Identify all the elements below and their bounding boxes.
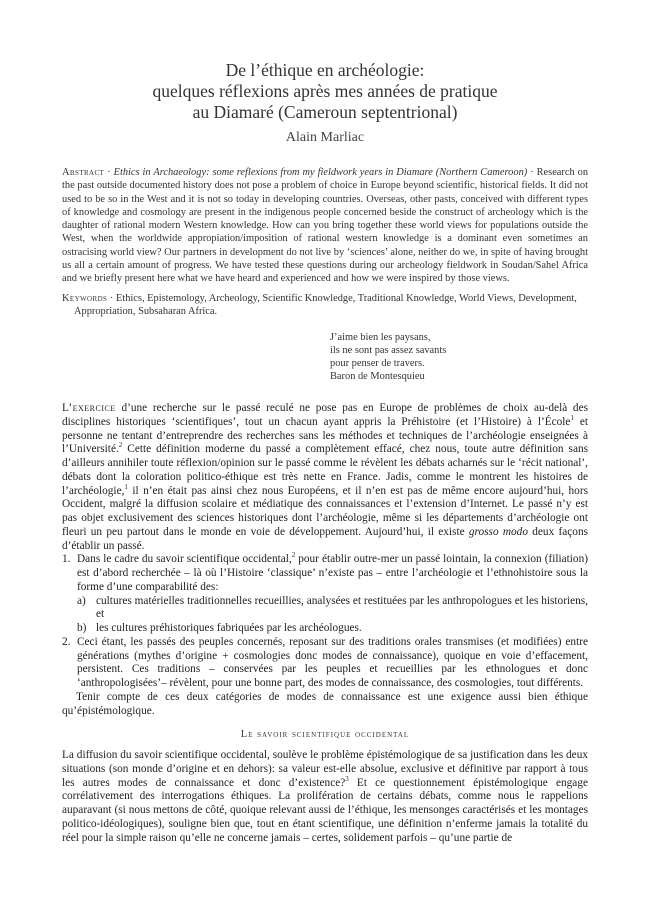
text-run: Ceci étant, les passés des peuples concernés, reposant sur des traditions orales transmises (et modifiées) entre générations (mythes d’origine + cosmologies donc modes de connaissance), quoique en voie d’effacement, persistent. Ces traditions – conservées par les peuples et recueillies par les ethnologues et donc ‘anthropologisées’– révèlent, pour une bonne part, des modes de connaissance, des cosmologies, tout différents. — [77, 635, 588, 689]
footnote-ref[interactable]: 2 — [118, 441, 123, 450]
footnote-ref[interactable]: 3 — [345, 774, 349, 783]
section-paragraph — [62, 749, 588, 845]
list-item-1 — [62, 553, 588, 594]
title-line-3: au Diamaré (Cameroun septentrional) — [192, 102, 458, 122]
body-text — [62, 402, 588, 718]
author-name: Alain Marliac — [285, 130, 365, 145]
keywords — [62, 292, 588, 319]
epigraph-line: ils ne sont pas assez savants — [330, 345, 447, 356]
text-run: les cultures préhistoriques fabriquées par les archéologues. — [96, 622, 362, 634]
list-item-2 — [62, 636, 588, 691]
text-run: il n’en était pas ainsi chez nous Européens, et il n’en est pas de même encore aujourd’hui, hors Occident, malgré la diffusion scolaire et médiatique des connaissances et l’extension d’Internet. Le passé n’y est pas objet exclusivement des sciences historiques dont l’archéologie, même si les départements d’archéologie ont fleuri un peu partout dans le monde en voie de développement. Aujourd’hui, il existe — [62, 484, 588, 538]
title-block — [0, 60, 650, 147]
title-line-1: De l’éthique en archéologie: — [225, 60, 425, 80]
epigraph-line: J’aime bien les paysans, — [330, 332, 431, 343]
sub-item-marker: b) — [77, 622, 87, 634]
text-run: pour établir outre-mer un passé lointain, la connexion (filiation) est d’abord recherchée – là où l’Histoire ‘classique’ n’existe pas – entre l’archéologie et l’ethnohistoire sous la forme d’une comparabilité des: — [77, 553, 588, 593]
keywords-separator: · — [107, 293, 116, 304]
keywords-label: Keywords — [62, 293, 108, 304]
sub-item-a — [62, 595, 588, 623]
abstract-text: Research on the past outside documented history does not pose a problem of choice in Europe beyond scientific, historical fields. It did not used to be so in the West and it is not so today in developing countries. Overseas, other pasts, conceived with different types of knowledge and cosmology are present in the indigenous people concerned beside the construct of archeology which is the daughter of rational modern Western knowledge. How can you bring together these world views for populations outside the West, when the worldwide appropiation/imposition of rational western knowledge is a dominant even sometimes an ostracising world view? Our partners in development do not live by ‘sciences’ alone, neither do we, in spite of having brought us all a certain amount of progress. We have tested these questions during our archeology fieldwork in Soudan/Sahel Africa and we briefly present here what we have heard and experienced and how we were inspired by those views. — [62, 167, 589, 285]
text-run: cultures matérielles traditionnelles recueillies, analysées et restituées par les anthropologues et les historiens, et — [96, 594, 588, 621]
epigraph-attribution: Baron de Montesquieu — [330, 371, 425, 382]
footnote-ref[interactable]: 2 — [291, 551, 296, 560]
text-run: Cette définition moderne du passé a complètement effacé, chez nous, toute autre définition sans d’ailleurs annihiler toute réflexion/opinion sur le passé comme le révèlent les débats acharnés sur le ‘récit national’, débats dont la coloration politico-éthique est très nette en France. Jadis, comme le montrent les histoires de l’archéologie, — [62, 443, 588, 497]
abstract-label: Abstract — [62, 167, 105, 178]
text-run: deux façons d’établir un passé. — [62, 525, 588, 552]
sub-item-b — [62, 622, 588, 636]
footnote-ref[interactable]: 1 — [570, 413, 574, 422]
footnote-ref[interactable]: 1 — [124, 482, 128, 491]
text-run: Et ce questionnement épistémologique engage corrélativement des interrogations éthiques. La prolifération de certains débats, comme nous le rappelions auparavant (si nous mettons de côté, quoique relevant aussi de l’éthique, les mensonges caractérisés et les montages politico-idéologiques), souligne bien que, tout en étant scientifique, une définition n’enferme jamais la totalité du réel pour la simple raison qu’elle ne concerne jamais – certes, solidement parfois – qu’une partie de — [62, 776, 588, 844]
list-number: 1. — [62, 553, 71, 566]
text-run: d’une recherche sur le passé reculé ne pose pas en Europe de problèmes de choix au-delà des disciplines historiques ‘scientifiques’, tout un chacun ayant appris la Préhistoire (et l’Histoire) à l’École — [62, 402, 588, 428]
abstract — [62, 166, 588, 286]
text-run: Dans le cadre du savoir scientifique occidental, — [77, 553, 292, 566]
lead-in: L’exercice — [62, 402, 116, 414]
abstract-english-title: Ethics in Archaeology: some reflexions from my fieldwork years in Diamare (Northern Cameroon) — [113, 167, 528, 178]
title-line-2: quelques réflexions après mes années de pratique — [152, 81, 498, 101]
keywords-text: Ethics, Epistemology, Archeology, Scientific Knowledge, Traditional Knowledge, World Views, Development, Appropriation, Subsaharan Africa. — [74, 293, 577, 318]
sub-item-marker: a) — [77, 594, 86, 607]
epigraph-line: pour penser de travers. — [330, 358, 425, 369]
section-heading: Le savoir scientifique occidental — [240, 729, 410, 740]
abstract-separator-2: · — [527, 167, 537, 178]
list-number: 2. — [62, 635, 71, 648]
abstract-separator: · — [104, 167, 114, 178]
closing-paragraph: Tenir compte de ces deux catégories de modes de connaissance est une exigence aussi bien éthique qu’épistémologique. — [62, 690, 588, 717]
intro-paragraph — [62, 402, 588, 553]
text-run: La diffusion du savoir scientifique occidental, soulève le problème épistémologique de sa justification dans les deux situations (son monde d’origine et en dehors): sa valeur est-elle absolue, exclusive et définitive par rapport à tous les autres modes de connaissance et donc d’existence? — [62, 749, 588, 789]
latin-term: grosso modo — [468, 525, 528, 538]
epigraph — [330, 331, 530, 383]
text-run: et personne ne tentant d’entreprendre des recherches sans les méthodes et techniques de l’archéologie enseignées à l’Université. — [62, 415, 588, 456]
section-body — [62, 749, 588, 845]
